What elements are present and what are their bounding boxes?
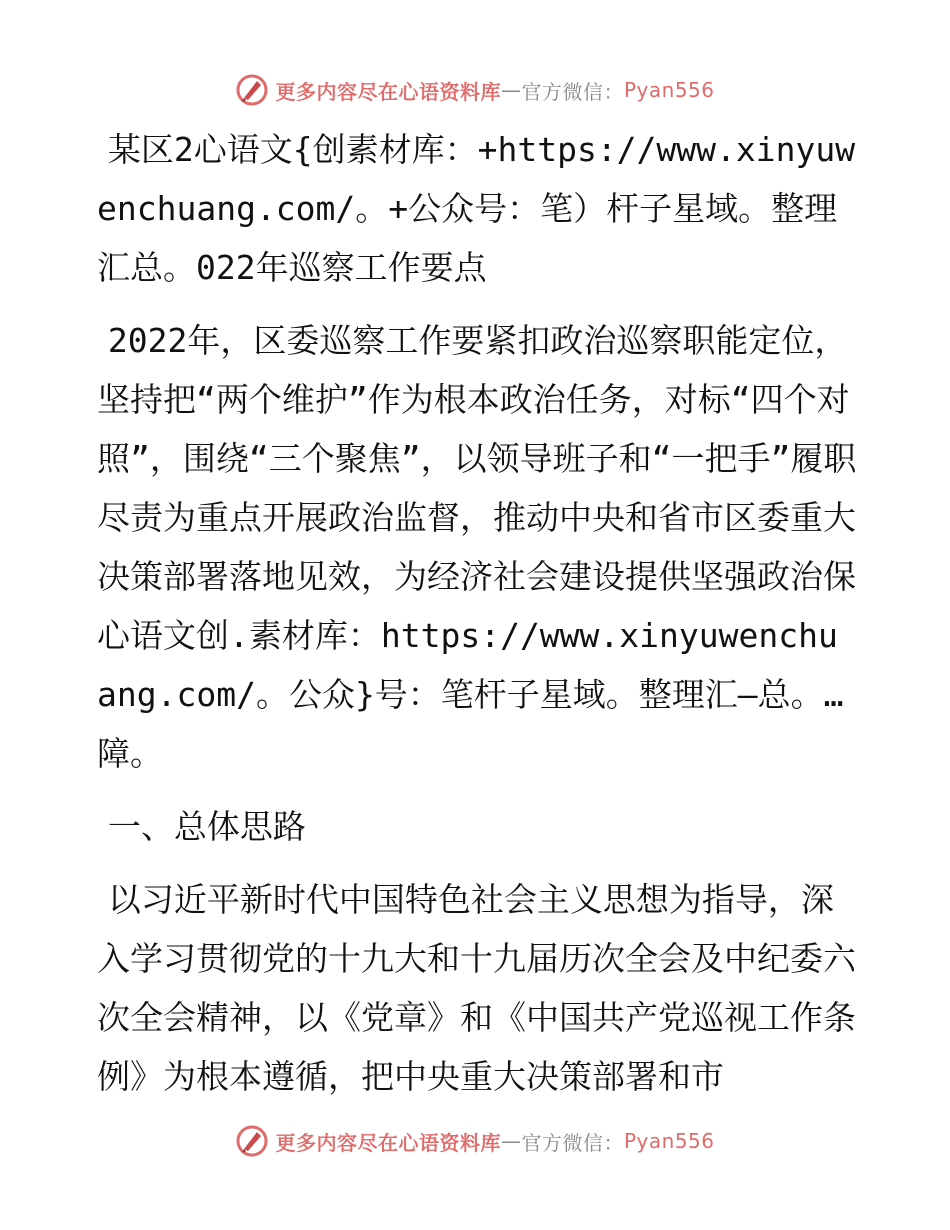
watermark-wechat-id: Pyan556	[623, 1129, 715, 1153]
watermark-official-label: 官方微信：	[521, 1130, 624, 1155]
watermark-separator: —	[500, 78, 522, 102]
watermark-official-label: 官方微信：	[521, 79, 624, 104]
watermark-main-text: 更多内容尽在心语资料库	[275, 79, 501, 104]
watermark-main-text: 更多内容尽在心语资料库	[275, 1130, 501, 1155]
body-paragraph: 以习近平新时代中国特色社会主义思想为指导，深入学习贯彻党的十九大和十九届历次全会及中纪委六次全会精神，以《党章》和《中国共产党巡视工作条例》为根本遵循，把中央重大决策部署和市	[97, 880, 856, 1096]
watermark-separator: —	[500, 1129, 522, 1153]
section-heading: 一、总体思路	[107, 807, 306, 846]
document-body	[97, 120, 857, 1120]
feather-pen-logo-icon	[235, 73, 269, 107]
feather-pen-logo-icon	[235, 1124, 269, 1158]
document-title-paragraph: 某区2心语文{创素材库：+https://www.xinyuwenchuang.com/。+公众号：笔）杆子星域。整理汇总。022年巡察工作要点	[97, 130, 856, 287]
header-watermark	[0, 70, 950, 110]
watermark-wechat-id: Pyan556	[623, 78, 715, 102]
intro-paragraph: 2022年，区委巡察工作要紧扣政治巡察职能定位，坚持把“两个维护”作为根本政治任务，对标“四个对照”，围绕“三个聚焦”，以领导班子和“一把手”履职尽责为重点开展政治监督，推动中央和省市区委重大决策部署落地见效，为经济社会建设提供坚强政治保心语文创.素材库：https://www.xinyuwenchuang.com/。公众}号：笔杆子星域。整理汇—总。…障。	[97, 321, 857, 773]
footer-watermark	[0, 1121, 950, 1161]
